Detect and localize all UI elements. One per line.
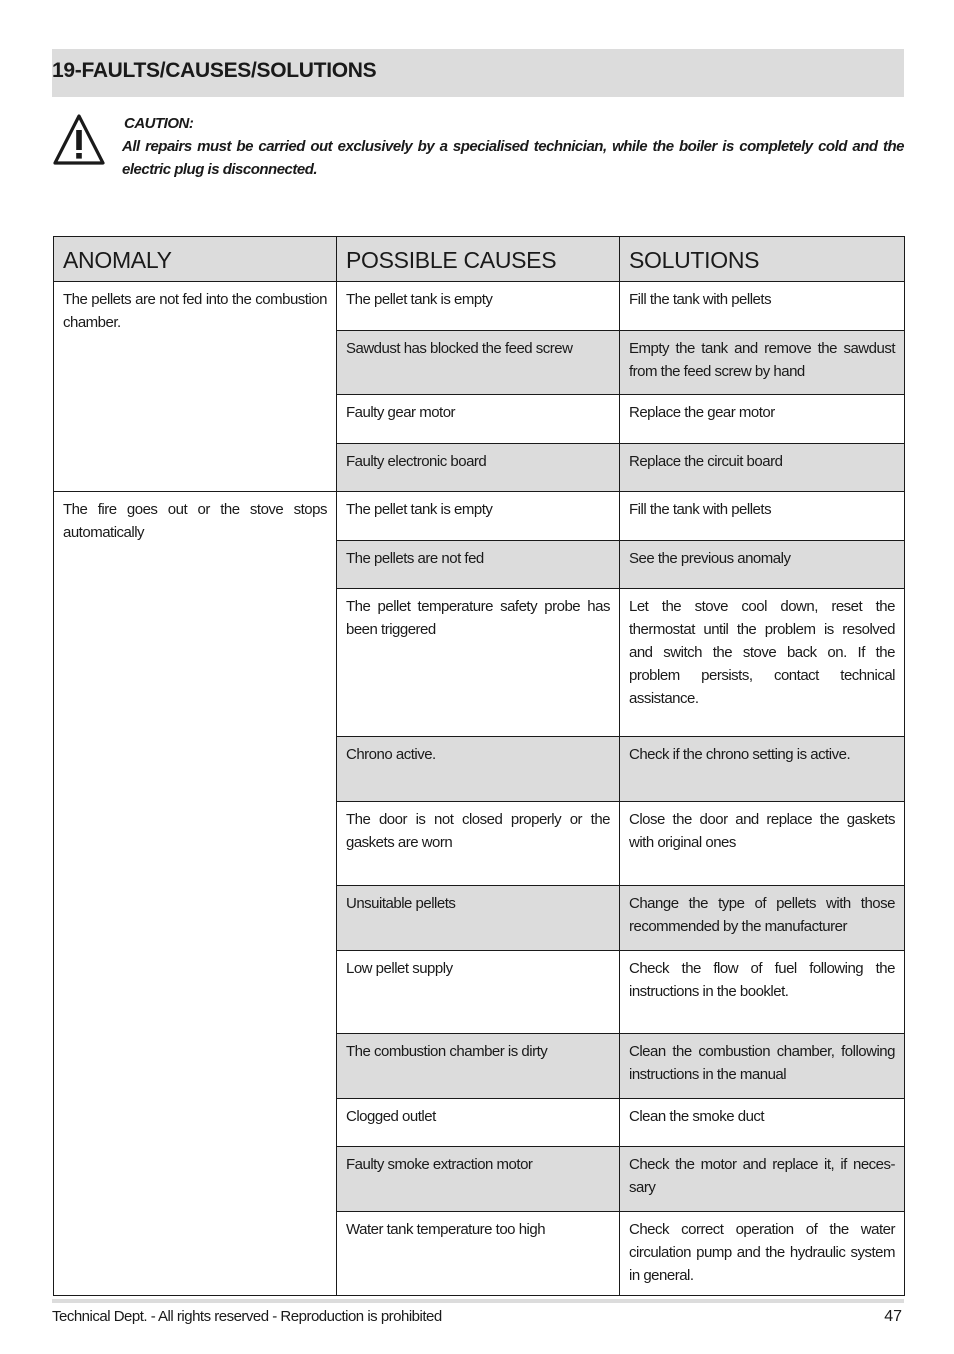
solution-cell: Check the flow of fuel following the instructions in the booklet. <box>620 951 905 1034</box>
header-solutions: SOLUTIONS <box>620 237 905 282</box>
cause-cell: The combustion chamber is dirty <box>337 1034 620 1099</box>
solution-cell: Clean the smoke duct <box>620 1099 905 1147</box>
section-title: 19-FAULTS/CAUSES/SOLUTIONS <box>52 59 377 82</box>
header-possible-causes: POSSIBLE CAUSES <box>337 237 620 282</box>
cause-cell: Water tank temperature too high <box>337 1212 620 1296</box>
cause-cell: The door is not closed properly or the gaskets are worn <box>337 802 620 886</box>
anomaly-cell: The fire goes out or the stove stops automatically <box>54 492 337 1296</box>
footer-copyright: Technical Dept. - All rights reserved - Reproduction is prohibited <box>52 1308 442 1325</box>
cause-cell: Low pellet supply <box>337 951 620 1034</box>
anomaly-cell: The pellets are not fed into the combustion chamber. <box>54 282 337 492</box>
solution-cell: Check the motor and replace it, if neces-sary <box>620 1147 905 1212</box>
cause-cell: The pellet temperature safety probe has been triggered <box>337 589 620 737</box>
caution-title: CAUTION: <box>124 115 194 132</box>
warning-triangle-icon <box>52 113 106 167</box>
solution-cell: Empty the tank and remove the sawdust from the feed screw by hand <box>620 331 905 395</box>
cause-cell: Clogged outlet <box>337 1099 620 1147</box>
cause-cell: The pellets are not fed <box>337 541 620 589</box>
table-header-row <box>54 237 905 282</box>
solution-cell: Let the stove cool down, reset the thermostat until the problem is resolved and switch the stove back on. If the problem persists, contact technical assistance. <box>620 589 905 737</box>
page-number: 47 <box>884 1308 902 1325</box>
cause-cell: Faulty smoke extraction motor <box>337 1147 620 1212</box>
cause-cell: The pellet tank is empty <box>337 282 620 331</box>
cause-cell: Faulty electronic board <box>337 444 620 492</box>
solution-cell: Clean the combustion chamber, following instructions in the manual <box>620 1034 905 1099</box>
table-row <box>54 492 905 541</box>
header-anomaly: ANOMALY <box>54 237 337 282</box>
solution-cell: Replace the circuit board <box>620 444 905 492</box>
cause-cell: Sawdust has blocked the feed screw <box>337 331 620 395</box>
caution-block <box>122 112 904 181</box>
solution-cell: Close the door and replace the gaskets with original ones <box>620 802 905 886</box>
solution-cell: Check correct operation of the water circulation pump and the hydraulic system in general. <box>620 1212 905 1296</box>
solution-cell: Fill the tank with pellets <box>620 492 905 541</box>
solution-cell: Replace the gear motor <box>620 395 905 444</box>
solution-cell: Check if the chrono setting is active. <box>620 737 905 802</box>
faults-table <box>53 236 905 1296</box>
cause-cell: The pellet tank is empty <box>337 492 620 541</box>
solution-cell: See the previous anomaly <box>620 541 905 589</box>
cause-cell: Faulty gear motor <box>337 395 620 444</box>
cause-cell: Chrono active. <box>337 737 620 802</box>
cause-cell: Unsuitable pellets <box>337 886 620 951</box>
table-row <box>54 282 905 331</box>
caution-text: All repairs must be carried out exclusively by a specialised technician, while the boiler is completely cold and the electric plug is disconnected. <box>122 138 904 178</box>
solution-cell: Fill the tank with pellets <box>620 282 905 331</box>
solution-cell: Change the type of pellets with those recommended by the manufacturer <box>620 886 905 951</box>
section-header-bar <box>52 49 904 97</box>
footer-divider <box>52 1299 904 1303</box>
